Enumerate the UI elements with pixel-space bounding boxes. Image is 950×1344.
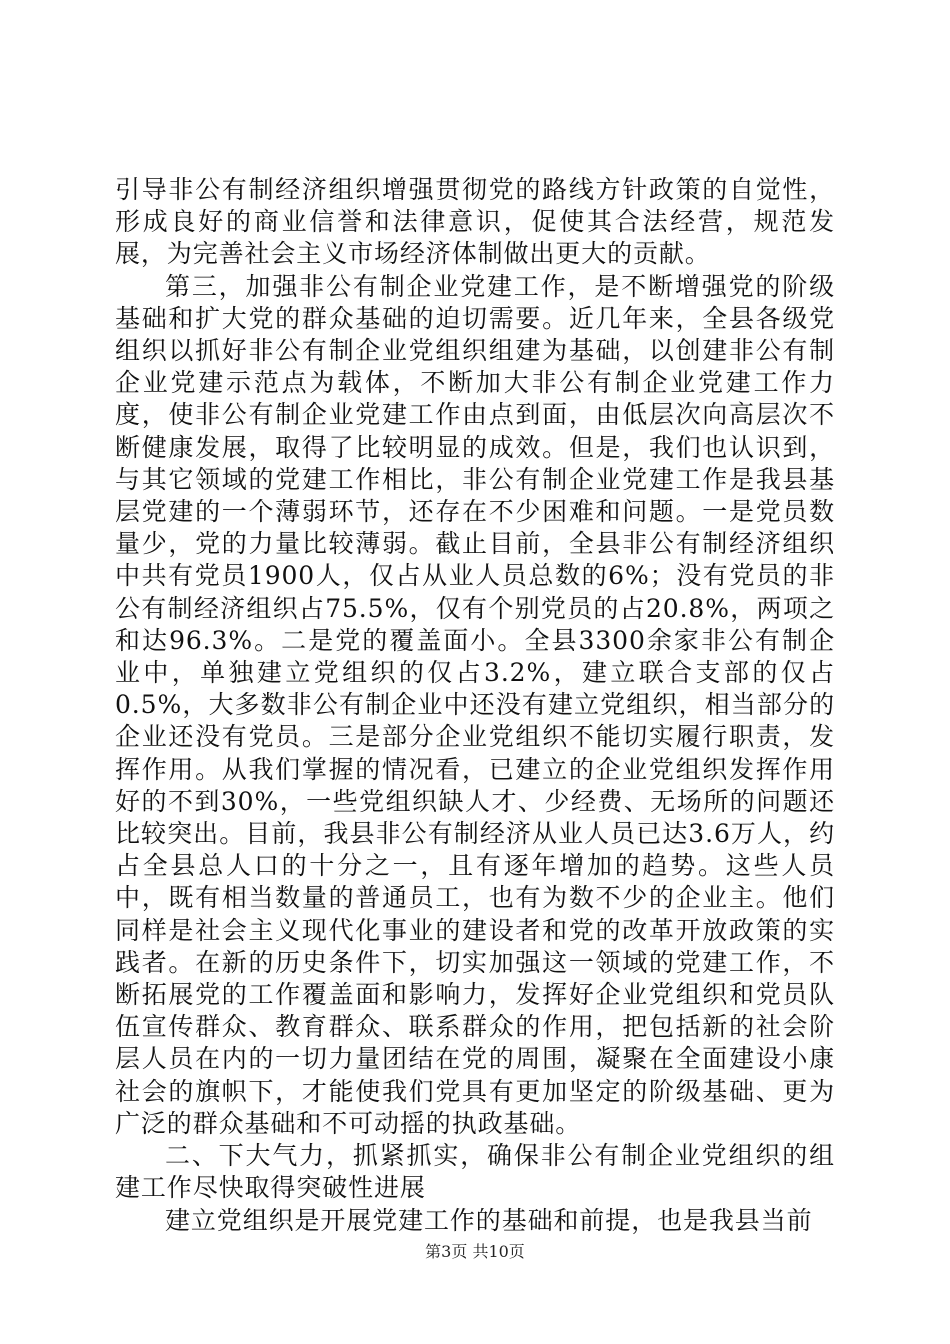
paragraph-third-point: 第三，加强非公有制企业党建工作，是不断增强党的阶级基础和扩大党的群众基础的迫切需要。近几年来，全县各级党组织以抓好非公有制企业党组织组建为基础，以创建非公有制企业党建示范点为载体，不断加大非公有制企业党建工作力度，使非公有制企业党建工作由点到面，由低层次向高层次不断健康发展，取得了比较明显的成效。但是，我们也认识到，与其它领域的党建工作相比，非公有制企业党建工作是我县基层党建的一个薄弱环节，还存在不少困难和问题。一是党员数量少，党的力量比较薄弱。截止目前，全县非公有制经济组织中共有党员1900人，仅占从业人员总数的6%；没有党员的非公有制经济组织占75.5%，仅有个别党员的占20.8%，两项之和达96.3%。二是党的覆盖面小。全县3300余家非公有制企业中，单独建立党组织的仅占3.2%，建立联合支部的仅占0.5%，大多数非公有制企业中还没有建立党组织，相当部分的企业还没有党员。三是部分企业党组织不能切实履行职责，发挥作用。从我们掌握的情况看，已建立的企业党组织发挥作用好的不到30%，一些党组织缺人才、少经费、无场所的问题还比较突出。目前，我县非公有制经济从业人员已达3.6万人，约占全县总人口的十分之一，且有逐年增加的趋势。这些人员中，既有相当数量的普通员工，也有为数不少的企业主。他们同样是社会主义现代化事业的建设者和党的改革开放政策的实践者。在新的历史条件下，切实加强这一领域的党建工作，不断拓展党的工作覆盖面和影响力，发挥好企业党组织和党员队伍宣传群众、教育群众、联系群众的作用，把包括新的社会阶层人员在内的一切力量团结在党的周围，凝聚在全面建设小康社会的旗帜下，才能使我们党具有更加坚定的阶级基础、更为广泛的群众基础和不可动摇的执政基础。 <box>115 271 835 1138</box>
paragraph-section-two-intro: 建立党组织是开展党建工作的基础和前提，也是我县当前 <box>165 1205 813 1235</box>
section-heading-two: 二、下大气力，抓紧抓实，确保非公有制企业党组织的组建工作尽快取得突破性进展 <box>115 1141 835 1203</box>
body-text <box>115 174 835 1237</box>
paragraph-continuation: 引导非公有制经济组织增强贯彻党的路线方针政策的自觉性，形成良好的商业信誉和法律意识，促使其合法经营，规范发展，为完善社会主义市场经济体制做出更大的贡献。 <box>115 175 835 269</box>
page-number-label: 第3页 共10页 <box>425 1242 525 1261</box>
page-footer <box>0 1239 950 1262</box>
